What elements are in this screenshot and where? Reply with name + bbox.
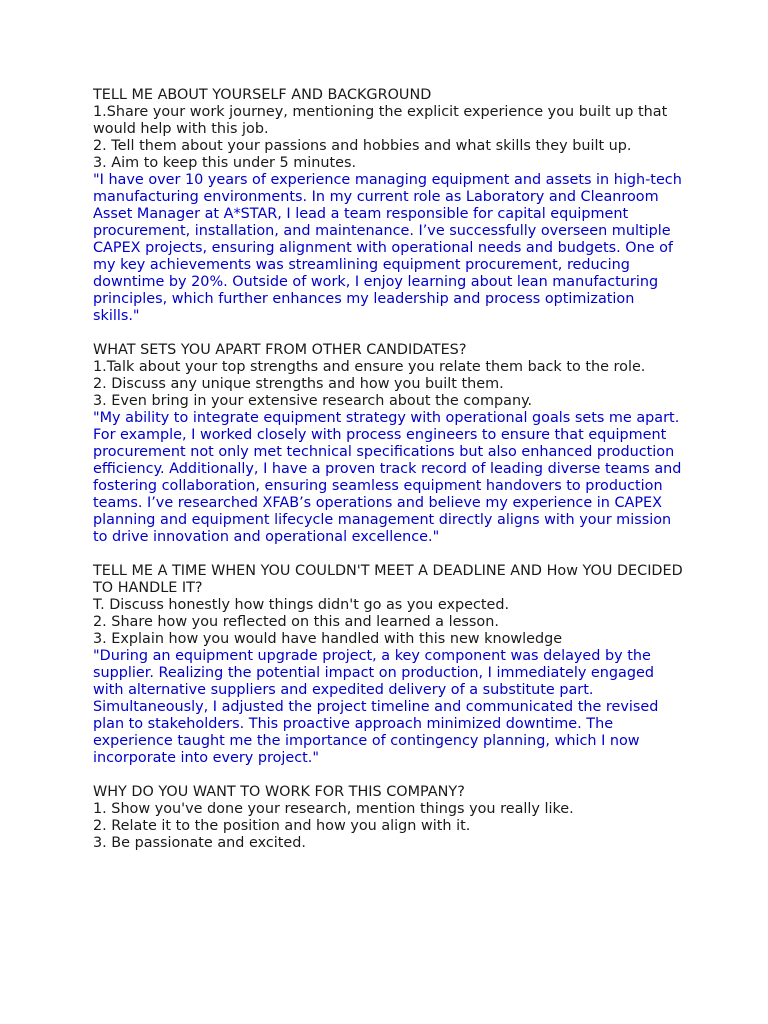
section-missed-deadline (93, 563, 688, 767)
tip-item: 3. Even bring in your extensive research about the company. (93, 393, 533, 409)
tip-item: 2. Tell them about your passions and hobbies and what skills they built up. (93, 138, 632, 154)
tip-item: 3. Be passionate and excited. (93, 835, 306, 851)
tip-item: 3. Aim to keep this under 5 minutes. (93, 155, 357, 171)
tip-item: 1.Talk about your top strengths and ensure you relate them back to the role. (93, 359, 646, 375)
section-heading: TELL ME A TIME WHEN YOU COULDN'T MEET A DEADLINE AND How YOU DECIDED TO HANDLE IT? (93, 563, 688, 596)
section-heading: WHY DO YOU WANT TO WORK FOR THIS COMPANY? (93, 784, 465, 800)
tip-item: 1.Share your work journey, mentioning the explicit experience you built up that would help with this job. (93, 104, 672, 137)
sample-answer: "During an equipment upgrade project, a key component was delayed by the supplier. Realizing the potential impact on production, I immediately engaged with alternative suppliers and expedited delivery of a substitute part. Simultaneously, I adjusted the project timeline and communicated the revised plan to stakeholders. This proactive approach minimized downtime. The experience taught me the importance of contingency planning, which I now incorporate into every project." (93, 648, 663, 766)
tip-item: 2. Relate it to the position and how you align with it. (93, 818, 471, 834)
document-page (93, 87, 688, 869)
tip-item: 2. Share how you reflected on this and learned a lesson. (93, 614, 499, 630)
tip-item: T. Discuss honestly how things didn't go as you expected. (93, 597, 510, 613)
section-heading: TELL ME ABOUT YOURSELF AND BACKGROUND (93, 87, 432, 103)
section-what-sets-you-apart (93, 342, 686, 546)
section-tell-me-about-yourself (93, 87, 687, 325)
sample-answer: "I have over 10 years of experience managing equipment and assets in high-tech manufacturing environments. In my current role as Laboratory and Cleanroom Asset Manager at A*STAR, I lead a team responsible for capital equipment procurement, installation, and maintenance. I’ve successfully overseen multiple CAPEX projects, ensuring alignment with operational needs and budgets. One of my key achievements was streamlining equipment procurement, reducing downtime by 20%. Outside of work, I enjoy learning about lean manufacturing principles, which further enhances my leadership and process optimization skills." (93, 172, 687, 324)
tip-item: 2. Discuss any unique strengths and how you built them. (93, 376, 504, 392)
sample-answer: "My ability to integrate equipment strategy with operational goals sets me apart. For example, I worked closely with process engineers to ensure that equipment procurement not only met technical specifications but also enhanced production efficiency. Additionally, I have a proven track record of leading diverse teams and fostering collaboration, ensuring seamless equipment handovers to production teams. I’ve researched XFAB’s operations and believe my experience in CAPEX planning and equipment lifecycle management directly aligns with your mission to drive innovation and operational excellence." (93, 410, 686, 545)
tip-item: 3. Explain how you would have handled with this new knowledge (93, 631, 563, 647)
section-heading: WHAT SETS YOU APART FROM OTHER CANDIDATES? (93, 342, 467, 358)
tip-item: 1. Show you've done your research, mention things you really like. (93, 801, 574, 817)
section-why-this-company (93, 784, 683, 852)
